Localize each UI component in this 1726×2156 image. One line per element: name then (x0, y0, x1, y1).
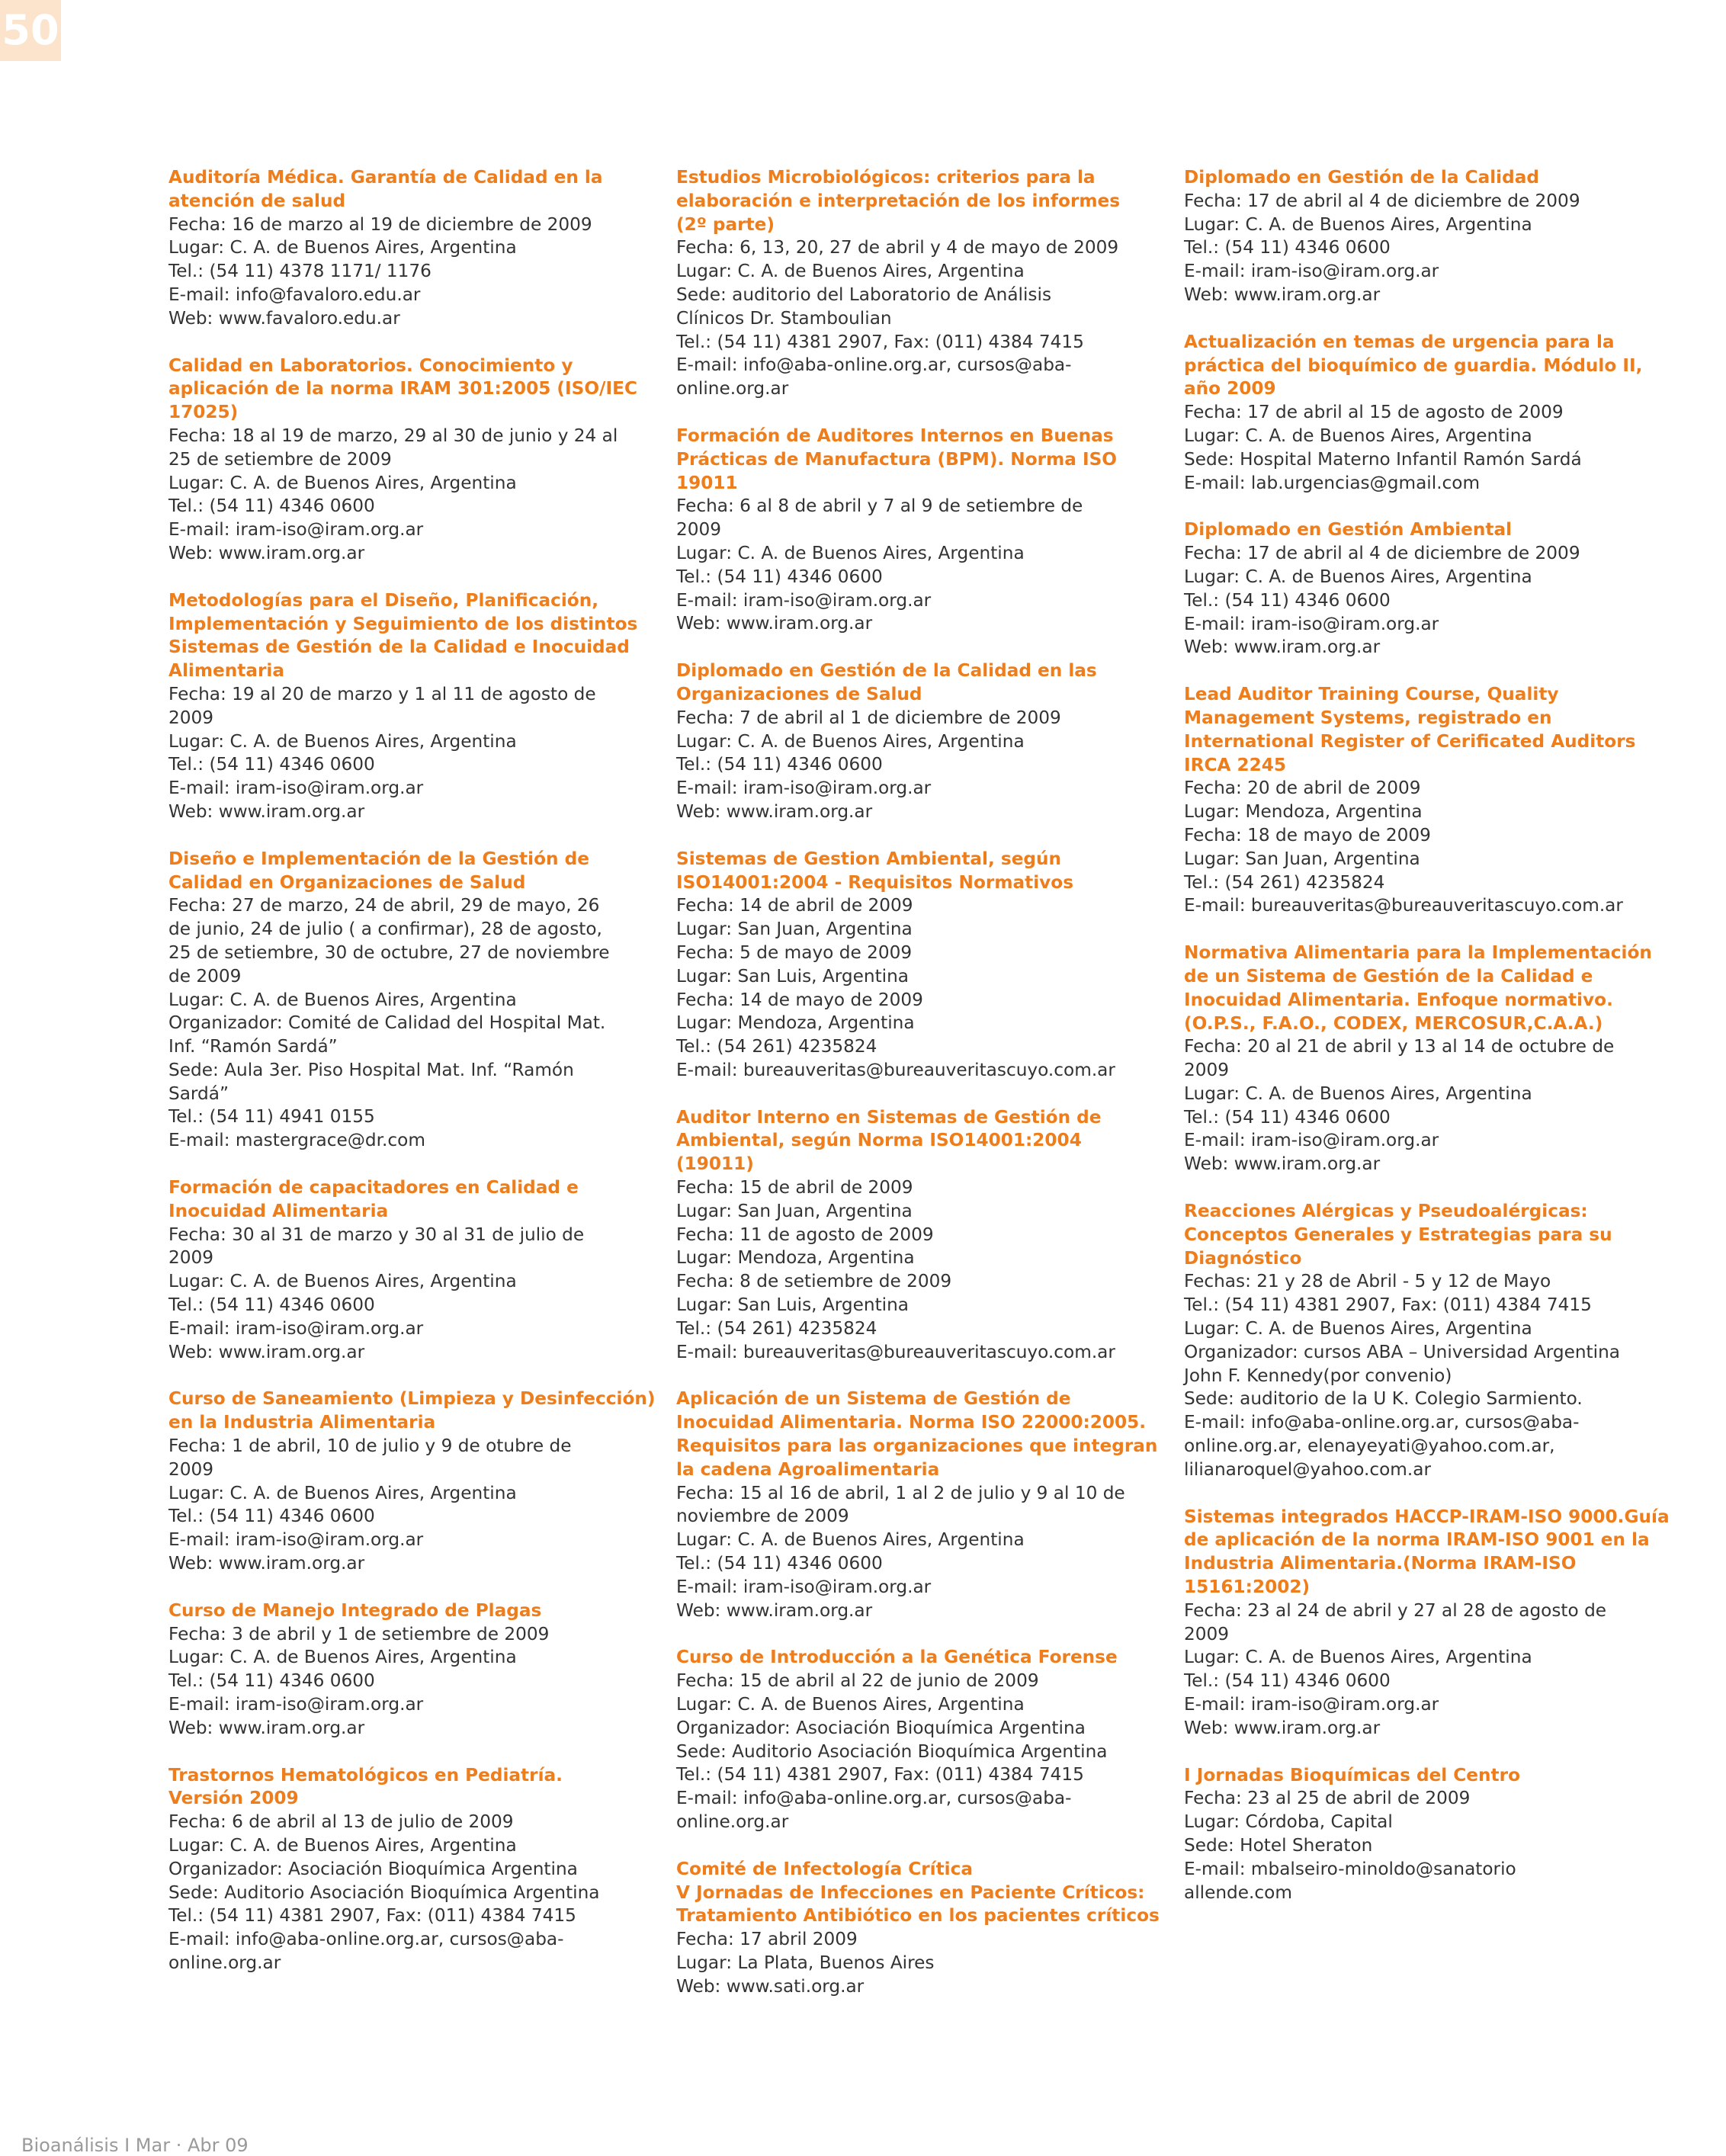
event-detail-line: Tel.: (54 261) 4235824 (676, 1036, 877, 1057)
event-detail-line: Fecha: 17 de abril al 4 de diciembre de 2009 (1184, 543, 1580, 564)
event-detail-line: Fecha: 1 de abril, 10 de julio y 9 de otubre de (168, 1436, 572, 1457)
event-detail-line: Web: www.iram.org.ar (676, 800, 873, 822)
event-detail-line: online.org.ar (676, 378, 789, 399)
event-detail-line: Fecha: 19 al 20 de marzo y 1 al 11 de agosto de (168, 683, 596, 704)
event-entry (168, 848, 656, 1153)
event-detail-line: Tel.: (54 261) 4235824 (676, 1317, 877, 1339)
event-detail-line: Tel.: (54 11) 4346 0600 (1184, 1670, 1391, 1692)
event-detail-line: Lugar: San Juan, Argentina (676, 919, 913, 940)
event-detail-line: Web: www.iram.org.ar (676, 1599, 873, 1621)
event-detail-line: E-mail: iram-iso@iram.org.ar (676, 589, 932, 611)
event-detail-line: Organizador: Comité de Calidad del Hospital Mat. (168, 1012, 606, 1034)
events-column-3 (1184, 166, 1672, 1928)
event-detail-line: Web: www.iram.org.ar (1184, 284, 1381, 305)
event-entry (1184, 683, 1672, 918)
event-detail-line: 2009 (168, 1458, 214, 1480)
event-title: Curso de Saneamiento (Limpieza y Desinfección) en la Industria Alimentaria (168, 1388, 656, 1433)
event-detail-line: Tel.: (54 11) 4346 0600 (168, 496, 375, 517)
event-detail-line: Lugar: C. A. de Buenos Aires, Argentina (168, 730, 517, 752)
event-entry (676, 1388, 1164, 1622)
event-detail-line: Fecha: 20 de abril de 2009 (1184, 778, 1421, 799)
event-detail-line: online.org.ar (168, 1952, 281, 1973)
event-entry (676, 659, 1164, 824)
event-detail-line: Fecha: 6 de abril al 13 de julio de 2009 (168, 1811, 514, 1833)
event-title: Formación de Auditores Internos en Buenas Prácticas de Manufactura (BPM). Norma ISO 19011 (676, 425, 1117, 493)
event-entry (168, 589, 656, 824)
event-detail-line: Lugar: C. A. de Buenos Aires, Argentina (676, 261, 1025, 282)
event-detail-line: Lugar: C. A. de Buenos Aires, Argentina (1184, 1318, 1532, 1339)
event-detail-line: Fecha: 18 de mayo de 2009 (1184, 824, 1431, 845)
event-detail-line: Lugar: Mendoza, Argentina (676, 1247, 915, 1269)
event-detail-line: de junio, 24 de julio ( a confirmar), 28 de agosto, (168, 919, 602, 940)
event-detail-line: Sede: Hotel Sheraton (1184, 1835, 1373, 1856)
event-detail-line: noviembre de 2009 (676, 1506, 849, 1527)
page-number: 50 (0, 0, 61, 61)
event-detail-line: Tel.: (54 11) 4381 2907, Fax: (011) 4384 7415 (676, 331, 1084, 352)
event-detail-line: Tel.: (54 261) 4235824 (1184, 871, 1385, 893)
event-entry (168, 1388, 656, 1575)
event-title: Aplicación de un Sistema de Gestión de Inocuidad Alimentaria. Norma ISO 22000:2005. Requisitos para las organizaciones que integran la cadena Agroalimentaria (676, 1388, 1158, 1480)
event-title: Diplomado en Gestión Ambiental (1184, 519, 1513, 541)
event-detail-line: E-mail: iram-iso@iram.org.ar (168, 519, 424, 541)
event-detail-line: 25 de setiembre, 30 de octubre, 27 de noviembre (168, 942, 610, 963)
event-entry (1184, 518, 1672, 659)
event-detail-line: Clínicos Dr. Stamboulian (676, 307, 892, 329)
event-detail-line: Lugar: San Juan, Argentina (676, 1200, 913, 1221)
event-detail-line: E-mail: iram-iso@iram.org.ar (1184, 1694, 1439, 1715)
event-detail-line: Fecha: 7 de abril al 1 de diciembre de 2009 (676, 707, 1061, 728)
event-detail-line: 2009 (1184, 1060, 1230, 1081)
footer-publication: Bioanálisis I Mar · Abr 09 (21, 2135, 249, 2156)
event-detail-line: Fecha: 15 de abril de 2009 (676, 1177, 913, 1198)
event-detail-line: Fechas: 21 y 28 de Abril - 5 y 12 de Mayo (1184, 1271, 1551, 1292)
event-title: Auditor Interno en Sistemas de Gestión de Ambiental, según Norma ISO14001:2004 (19011) (676, 1106, 1102, 1175)
event-detail-line: Fecha: 8 de setiembre de 2009 (676, 1271, 952, 1292)
event-detail-line: Tel.: (54 11) 4346 0600 (168, 754, 375, 775)
event-detail-line: Tel.: (54 11) 4346 0600 (168, 1670, 375, 1692)
event-detail-line: Fecha: 30 al 31 de marzo y 30 al 31 de julio de (168, 1224, 585, 1245)
event-detail-line: Lugar: C. A. de Buenos Aires, Argentina (676, 1529, 1025, 1551)
event-detail-line: online.org.ar, elenayeyati@yahoo.com.ar, (1184, 1436, 1555, 1457)
event-detail-line: John F. Kennedy(por convenio) (1184, 1365, 1452, 1386)
event-detail-line: E-mail: iram-iso@iram.org.ar (168, 1529, 424, 1551)
event-detail-line: Tel.: (54 11) 4381 2907, Fax: (011) 4384 7415 (676, 1764, 1084, 1785)
event-detail-line: Web: www.iram.org.ar (1184, 1717, 1381, 1738)
event-detail-line: Web: www.iram.org.ar (1184, 637, 1381, 658)
event-detail-line: Web: www.iram.org.ar (1184, 1153, 1381, 1175)
event-detail-line: Fecha: 11 de agosto de 2009 (676, 1224, 934, 1245)
event-detail-line: Lugar: C. A. de Buenos Aires, Argentina (168, 1835, 517, 1856)
event-detail-line: Tel.: (54 11) 4346 0600 (676, 754, 883, 775)
event-detail-line: E-mail: bureauveritas@bureauveritascuyo.com.ar (1184, 895, 1623, 916)
event-detail-line: E-mail: iram-iso@iram.org.ar (1184, 613, 1439, 634)
event-title: Sistemas integrados HACCP-IRAM-ISO 9000.Guía de aplicación de la norma IRAM-ISO 9001 en la Industria Alimentaria.(Norma IRAM-ISO 15161:2002) (1184, 1506, 1670, 1598)
event-detail-line: Sede: Hospital Materno Infantil Ramón Sardá (1184, 448, 1582, 470)
event-title: Curso de Introducción a la Genética Forense (676, 1647, 1118, 1668)
event-detail-line: Fecha: 3 de abril y 1 de setiembre de 2009 (168, 1623, 550, 1644)
event-detail-line: Tel.: (54 11) 4381 2907, Fax: (011) 4384 7415 (168, 1905, 576, 1927)
event-title: Comité de Infectología Crítica V Jornadas de Infecciones en Paciente Críticos: Tratamiento Antibiótico en los pacientes críticos (676, 1858, 1160, 1927)
event-entry (676, 425, 1164, 636)
event-detail-line: Tel.: (54 11) 4381 2907, Fax: (011) 4384 7415 (1184, 1295, 1592, 1316)
event-detail-line: E-mail: info@aba-online.org.ar, cursos@aba- (1184, 1412, 1580, 1433)
event-detail-line: E-mail: iram-iso@iram.org.ar (676, 778, 932, 799)
event-detail-line: Tel.: (54 11) 4378 1171/ 1176 (168, 261, 432, 282)
event-detail-line: 25 de setiembre de 2009 (168, 448, 392, 470)
event-title: Auditoría Médica. Garantía de Calidad en la atención de salud (168, 167, 603, 211)
event-detail-line: 2009 (1184, 1623, 1230, 1644)
event-detail-line: Fecha: 23 al 24 de abril y 27 al 28 de agosto de (1184, 1599, 1607, 1621)
event-detail-line: Fecha: 23 al 25 de abril de 2009 (1184, 1788, 1471, 1809)
event-entry (1184, 942, 1672, 1176)
event-entry (1184, 166, 1672, 307)
event-title: I Jornadas Bioquímicas del Centro (1184, 1764, 1520, 1785)
event-detail-line: 2009 (168, 707, 214, 728)
event-detail-line: lilianaroquel@yahoo.com.ar (1184, 1458, 1432, 1480)
event-detail-line: Lugar: San Luis, Argentina (676, 1295, 910, 1316)
event-detail-line: Web: www.favaloro.edu.ar (168, 307, 400, 329)
event-detail-line: Lugar: C. A. de Buenos Aires, Argentina (168, 1271, 517, 1292)
event-detail-line: Lugar: San Juan, Argentina (1184, 848, 1420, 869)
event-entry (676, 1646, 1164, 1834)
event-detail-line: E-mail: lab.urgencias@gmail.com (1184, 472, 1481, 493)
event-detail-line: Web: www.iram.org.ar (168, 800, 365, 822)
event-title: Trastornos Hematológicos en Pediatría. Versión 2009 (168, 1764, 563, 1809)
event-detail-line: Tel.: (54 11) 4346 0600 (1184, 1106, 1391, 1128)
event-entry (168, 1599, 656, 1741)
event-detail-line: Lugar: C. A. de Buenos Aires, Argentina (1184, 1647, 1532, 1668)
event-detail-line: E-mail: iram-iso@iram.org.ar (168, 1317, 424, 1339)
event-entry (1184, 1506, 1672, 1741)
event-detail-line: Lugar: C. A. de Buenos Aires, Argentina (676, 542, 1025, 563)
event-detail-line: Lugar: C. A. de Buenos Aires, Argentina (168, 1647, 517, 1668)
event-detail-line: Organizador: Asociación Bioquímica Argentina (168, 1858, 578, 1879)
event-detail-line: Inf. “Ramón Sardá” (168, 1036, 338, 1057)
event-entry (168, 1764, 656, 1975)
event-detail-line: Tel.: (54 11) 4346 0600 (676, 566, 883, 587)
events-column-1 (168, 166, 656, 1999)
event-detail-line: Web: www.iram.org.ar (168, 1341, 365, 1362)
event-detail-line: Web: www.iram.org.ar (676, 613, 873, 634)
event-title: Normativa Alimentaria para la Implementación de un Sistema de Gestión de la Calidad e Inocuidad Alimentaria. Enfoque normativo. (O.P.S., F.A.O., CODEX, MERCOSUR,C.A.A.) (1184, 942, 1652, 1034)
event-detail-line: Lugar: C. A. de Buenos Aires, Argentina (1184, 1083, 1532, 1104)
event-entry (168, 166, 656, 331)
event-entry (168, 1176, 656, 1364)
event-detail-line: Lugar: San Luis, Argentina (676, 965, 910, 987)
event-entry (1184, 1200, 1672, 1482)
event-detail-line: Tel.: (54 11) 4346 0600 (168, 1506, 375, 1527)
event-detail-line: Sede: Aula 3er. Piso Hospital Mat. Inf. “Ramón (168, 1059, 574, 1080)
event-detail-line: E-mail: mbalseiro-minoldo@sanatorio (1184, 1858, 1516, 1879)
event-detail-line: Lugar: C. A. de Buenos Aires, Argentina (168, 237, 517, 258)
event-entry (676, 1858, 1164, 1999)
event-detail-line: Sede: auditorio de la U K. Colegio Sarmiento. (1184, 1388, 1583, 1410)
event-detail-line: Lugar: C. A. de Buenos Aires, Argentina (168, 989, 517, 1010)
event-detail-line: Fecha: 15 de abril al 22 de junio de 2009 (676, 1670, 1039, 1692)
event-detail-line: Fecha: 18 al 19 de marzo, 29 al 30 de junio y 24 al (168, 425, 618, 446)
event-detail-line: Lugar: La Plata, Buenos Aires (676, 1952, 935, 1973)
event-detail-line: Fecha: 17 abril 2009 (676, 1929, 858, 1950)
event-title: Actualización en temas de urgencia para la práctica del bioquímico de guardia. Módulo II, año 2009 (1184, 331, 1643, 399)
event-detail-line: Lugar: Mendoza, Argentina (676, 1012, 915, 1034)
event-title: Lead Auditor Training Course, Quality Management Systems, registrado en International Register of Cerificated Auditors IRCA 2245 (1184, 684, 1636, 775)
event-detail-line: Web: www.iram.org.ar (168, 1553, 365, 1574)
event-detail-line: Fecha: 6, 13, 20, 27 de abril y 4 de mayo de 2009 (676, 237, 1119, 258)
event-detail-line: online.org.ar (676, 1811, 789, 1832)
event-title: Diseño e Implementación de la Gestión de Calidad en Organizaciones de Salud (168, 848, 589, 893)
event-detail-line: Tel.: (54 11) 4346 0600 (1184, 589, 1391, 611)
event-entry (1184, 1764, 1672, 1905)
event-detail-line: Lugar: Córdoba, Capital (1184, 1811, 1393, 1833)
event-detail-line: E-mail: iram-iso@iram.org.ar (1184, 261, 1439, 282)
event-detail-line: Fecha: 17 de abril al 15 de agosto de 2009 (1184, 402, 1564, 423)
event-title: Curso de Manejo Integrado de Plagas (168, 1599, 542, 1621)
event-detail-line: Sede: Auditorio Asociación Bioquímica Argentina (676, 1741, 1108, 1762)
event-detail-line: E-mail: info@aba-online.org.ar, cursos@aba- (168, 1929, 564, 1950)
event-detail-line: E-mail: bureauveritas@bureauveritascuyo.com.ar (676, 1341, 1115, 1362)
event-detail-line: Tel.: (54 11) 4346 0600 (676, 1553, 883, 1574)
event-detail-line: Tel.: (54 11) 4941 0155 (168, 1106, 375, 1128)
event-detail-line: E-mail: iram-iso@iram.org.ar (1184, 1130, 1439, 1151)
event-detail-line: Organizador: Asociación Bioquímica Argentina (676, 1717, 1086, 1738)
event-detail-line: Lugar: C. A. de Buenos Aires, Argentina (1184, 425, 1532, 446)
event-detail-line: Fecha: 17 de abril al 4 de diciembre de 2009 (1184, 190, 1580, 211)
event-detail-line: E-mail: iram-iso@iram.org.ar (676, 1576, 932, 1597)
event-title: Diplomado en Gestión de la Calidad en las Organizaciones de Salud (676, 660, 1097, 704)
event-detail-line: Web: www.iram.org.ar (168, 542, 365, 563)
event-entry (676, 1106, 1164, 1365)
event-detail-line: Lugar: C. A. de Buenos Aires, Argentina (676, 1694, 1025, 1715)
event-detail-line: E-mail: iram-iso@iram.org.ar (168, 1694, 424, 1715)
event-detail-line: Lugar: C. A. de Buenos Aires, Argentina (168, 1482, 517, 1503)
event-detail-line: Lugar: C. A. de Buenos Aires, Argentina (676, 730, 1025, 752)
event-entry (1184, 331, 1672, 496)
event-detail-line: Sardá” (168, 1083, 229, 1104)
events-column-2 (676, 166, 1164, 2023)
event-detail-line: allende.com (1184, 1882, 1292, 1903)
event-title: Formación de capacitadores en Calidad e Inocuidad Alimentaria (168, 1177, 579, 1221)
event-entry (676, 166, 1164, 401)
event-detail-line: Web: www.iram.org.ar (168, 1717, 365, 1738)
event-detail-line: Tel.: (54 11) 4346 0600 (1184, 237, 1391, 258)
event-detail-line: Sede: Auditorio Asociación Bioquímica Argentina (168, 1882, 600, 1903)
event-title: Estudios Microbiológicos: criterios para la elaboración e interpretación de los informes (2º parte) (676, 167, 1121, 235)
event-detail-line: Lugar: Mendoza, Argentina (1184, 801, 1423, 823)
event-title: Sistemas de Gestion Ambiental, según ISO14001:2004 - Requisitos Normativos (676, 848, 1074, 893)
event-detail-line: Fecha: 20 al 21 de abril y 13 al 14 de octubre de (1184, 1036, 1615, 1057)
event-entry (676, 848, 1164, 1083)
event-detail-line: E-mail: info@aba-online.org.ar, cursos@aba- (676, 355, 1072, 376)
event-title: Calidad en Laboratorios. Conocimiento y aplicación de la norma IRAM 301:2005 (ISO/IEC 17025) (168, 355, 638, 423)
event-detail-line: Tel.: (54 11) 4346 0600 (168, 1295, 375, 1316)
event-title: Diplomado en Gestión de la Calidad (1184, 167, 1539, 188)
event-detail-line: Organizador: cursos ABA – Universidad Argentina (1184, 1341, 1620, 1362)
event-detail-line: E-mail: info@favaloro.edu.ar (168, 284, 421, 305)
event-entry (168, 355, 656, 566)
event-detail-line: Lugar: C. A. de Buenos Aires, Argentina (1184, 213, 1532, 235)
event-title: Metodologías para el Diseño, Planificación, Implementación y Seguimiento de los distintos Sistemas de Gestión de la Calidad e Inocuidad Alimentaria (168, 589, 638, 682)
event-detail-line: E-mail: iram-iso@iram.org.ar (168, 778, 424, 799)
event-detail-line: E-mail: bureauveritas@bureauveritascuyo.com.ar (676, 1059, 1115, 1080)
event-detail-line: Fecha: 5 de mayo de 2009 (676, 942, 913, 963)
event-detail-line: Fecha: 14 de mayo de 2009 (676, 989, 923, 1010)
event-detail-line: 2009 (676, 519, 722, 541)
event-title: Reacciones Alérgicas y Pseudoalérgicas: Conceptos Generales y Estrategias para su Diagnóstico (1184, 1201, 1612, 1269)
event-detail-line: Lugar: C. A. de Buenos Aires, Argentina (168, 472, 517, 493)
event-detail-line: Fecha: 16 de marzo al 19 de diciembre de 2009 (168, 213, 592, 235)
event-detail-line: Web: www.sati.org.ar (676, 1975, 865, 1997)
event-detail-line: 2009 (168, 1247, 214, 1269)
event-detail-line: Fecha: 6 al 8 de abril y 7 al 9 de setiembre de (676, 496, 1083, 517)
event-detail-line: de 2009 (168, 965, 242, 987)
event-detail-line: Lugar: C. A. de Buenos Aires, Argentina (1184, 566, 1532, 587)
event-detail-line: Sede: auditorio del Laboratorio de Análisis (676, 284, 1052, 305)
event-detail-line: Fecha: 27 de marzo, 24 de abril, 29 de mayo, 26 (168, 895, 600, 916)
event-detail-line: E-mail: mastergrace@dr.com (168, 1130, 425, 1151)
event-detail-line: E-mail: info@aba-online.org.ar, cursos@aba- (676, 1788, 1072, 1809)
event-detail-line: Fecha: 15 al 16 de abril, 1 al 2 de julio y 9 al 10 de (676, 1482, 1125, 1503)
event-detail-line: Fecha: 14 de abril de 2009 (676, 895, 913, 916)
